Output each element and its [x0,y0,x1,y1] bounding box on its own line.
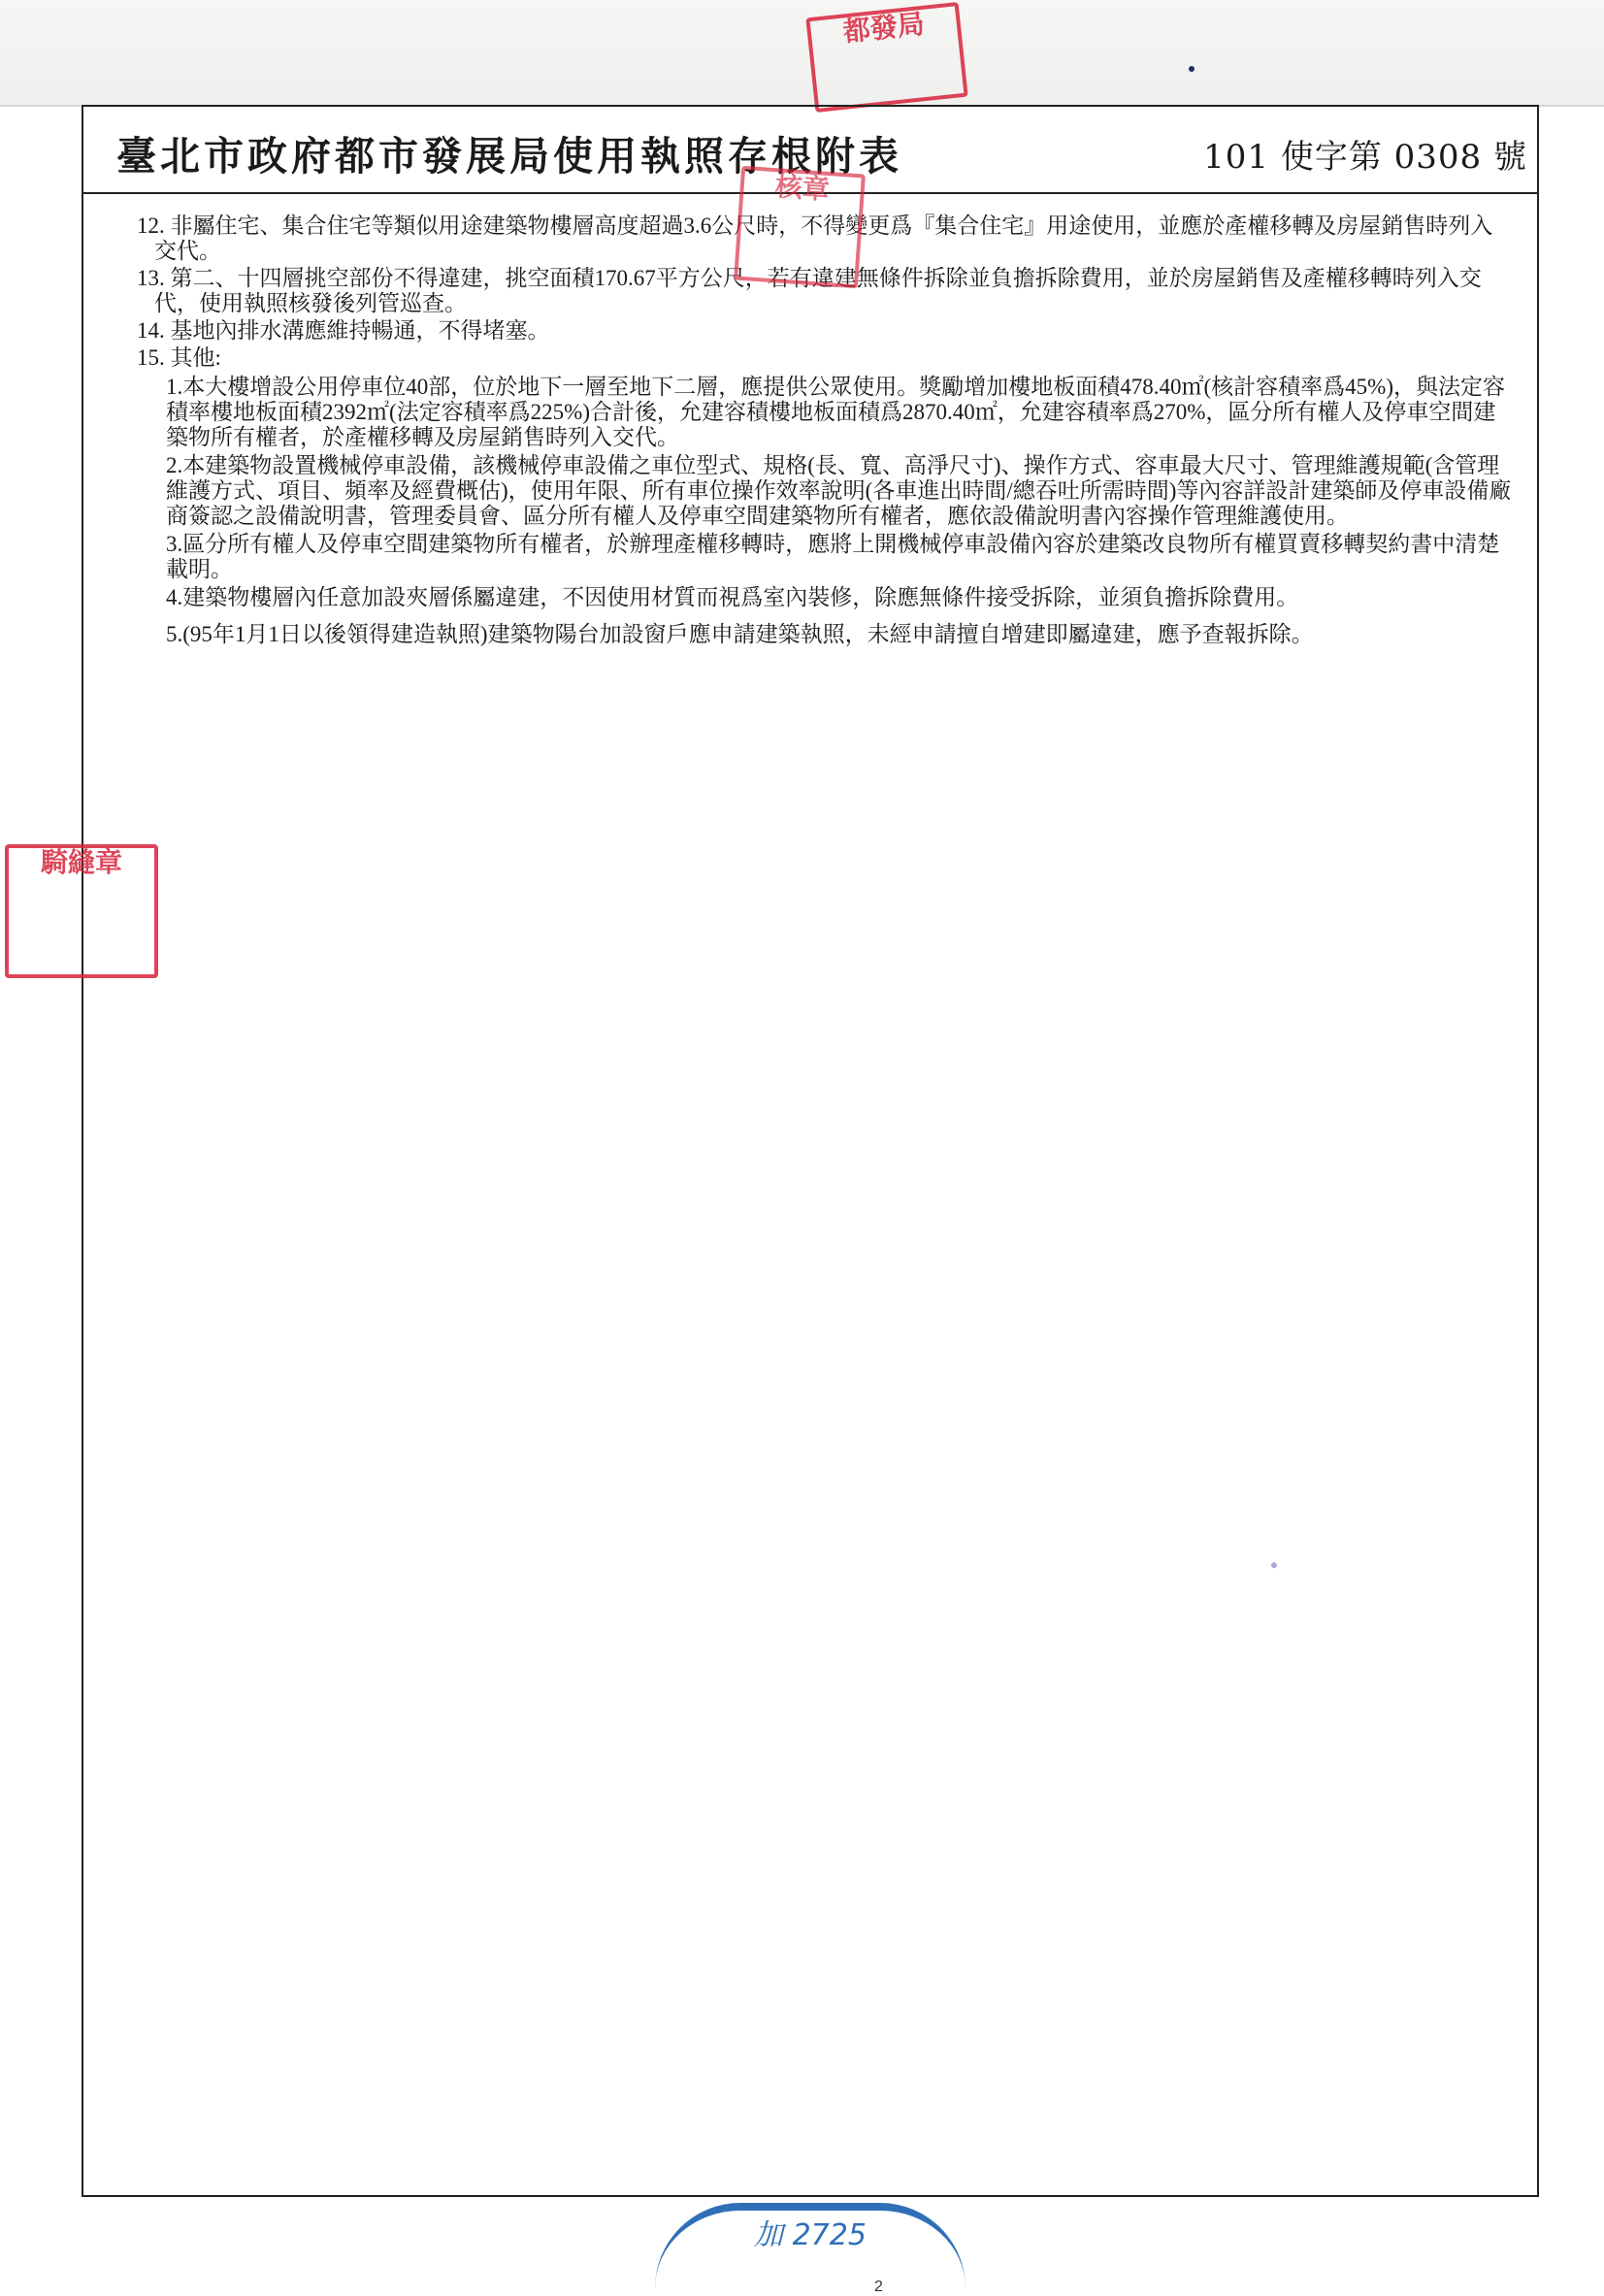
item-text: 第二、十四層挑空部份不得違建，挑空面積170.67平方公尺，若有違建無條件拆除並負擔拆除費用，並於房屋銷售及產權移轉時列入交代，使用執照核發後列管巡查。 [154,266,1482,315]
list-item [137,318,1515,344]
ink-speck [1189,66,1195,72]
blue-seal-bottom: 加 2725 [655,2203,966,2288]
sub-item: 5.(95年1月1日以後領得建造執照)建築物陽台加設窗戶應申請建築執照，未經申請擅自增建即屬違建，應予查報拆除。 [166,622,1314,646]
item-number: 15. [137,345,165,370]
item-number: 14. [137,318,165,343]
sub-item: 2.本建築物設置機械停車設備，該機械停車設備之車位型式、規格(長、寬、高淨尺寸)、操作方式、容車最大尺寸、管理維護規範(含管理維護方式、項目、頻率及經費概估)，使用年限、所有車位操作效率說明(各車進出時間/總吞吐所需時間)等內容詳設計建築師及停車設備廠商簽認之設備說明書，管理委員會、區分所有權人及停車空間建築物所有權者，應依設備說明書內容操作管理維護使用。 [166,453,1512,528]
red-seal-middle: 核章 [734,166,866,289]
sub-list [137,375,1515,647]
ink-speck [1271,1562,1277,1568]
red-seal-left: 騎縫章 [5,844,158,978]
item-number: 13. [137,266,165,290]
red-seal-top: 都發局 [805,2,967,113]
permit-number: 101 使字第 0308 號 [1203,138,1527,177]
item-text: 基地內排水溝應維持暢通，不得堵塞。 [170,318,550,343]
item-number: 12. [137,213,165,238]
list-item [137,345,1515,647]
scan-top-band [0,0,1604,107]
sub-item: 1.本大樓增設公用停車位40部，位於地下一層至地下二層，應提供公眾使用。獎勵增加樓地板面積478.40㎡(核計容積率爲45%)，與法定容積率樓地板面積2392㎡(法定容積率爲225%)合計後，允建容積樓地板面積爲2870.40㎡，允建容積率爲270%，區分所有權人及停車空間建築物所有權者，於產權移轉及房屋銷售時列入交代。 [166,375,1505,449]
sub-item: 4.建築物樓層內任意加設夾層係屬違建，不因使用材質而視爲室內裝修，除應無條件接受拆除，並須負擔拆除費用。 [166,585,1299,609]
item-text: 非屬住宅、集合住宅等類似用途建築物樓層高度超過3.6公尺時，不得變更爲『集合住宅』用途使用，並應於產權移轉及房屋銷售時列入交代。 [154,213,1493,263]
page-number: 2 [874,2279,883,2295]
document-title: 臺北市政府都市發展局使用執照存根附表 [116,133,902,180]
sub-item: 3.區分所有權人及停車空間建築物所有權者，於辦理產權移轉時，應將上開機械停車設備內容於建築改良物所有權買賣移轉契約書中清楚載明。 [166,532,1500,581]
item-text: 其他: [170,345,221,370]
